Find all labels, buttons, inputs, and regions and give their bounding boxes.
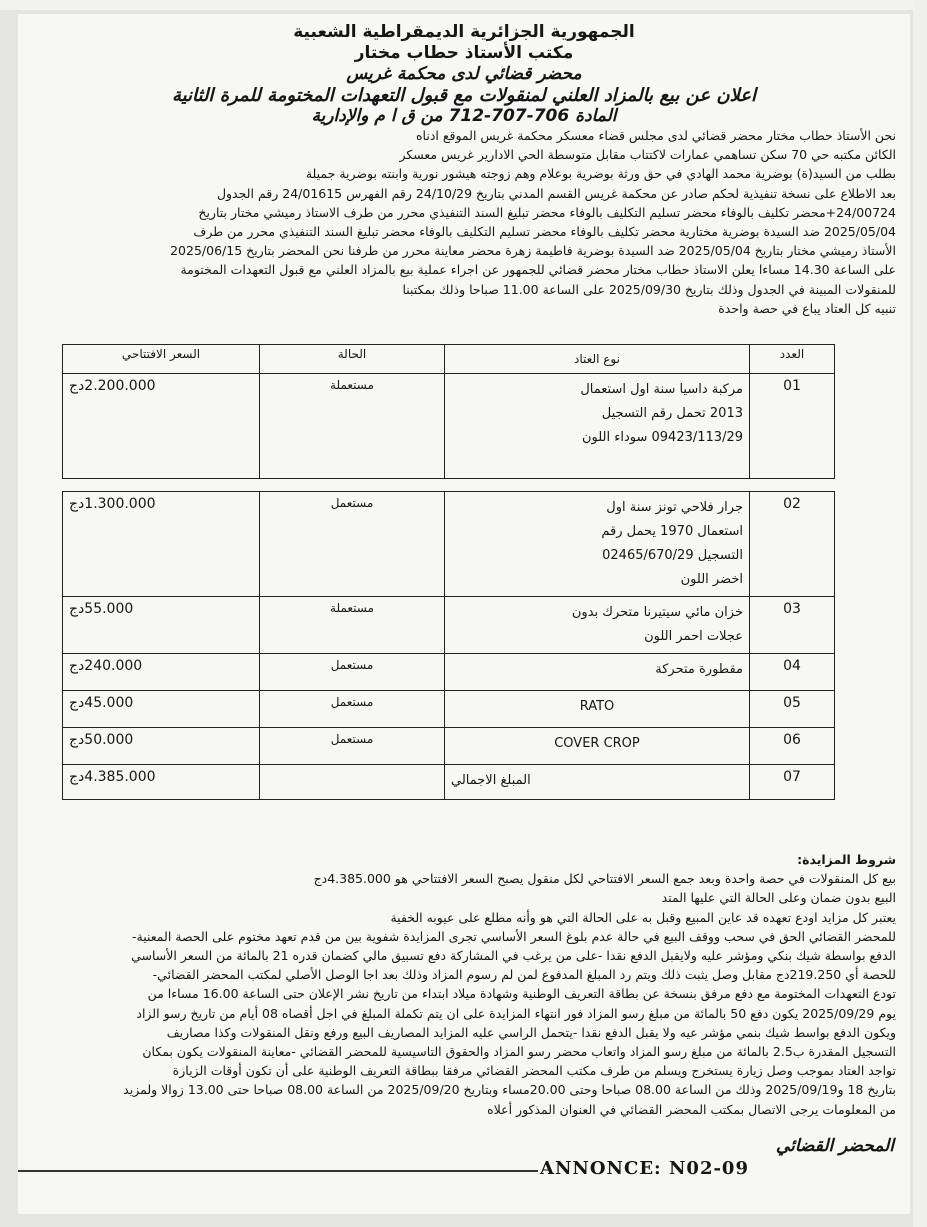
col-state-header: الحالة xyxy=(260,345,445,374)
item-type-line: RATO xyxy=(579,699,615,714)
item-type xyxy=(445,597,750,654)
total-number: 07 xyxy=(750,765,835,800)
condition-line: تودع التعهدات المختومة مع دفع مرفق بنسخة عن بطاقة التعريف الوطنية وشهادة ميلاد ابتداء من تاريخ نشر الإعلان حتى الساعة 16.00 مساءا من xyxy=(147,986,896,1002)
item-type-line: 2013 تحمل رقم التسجيل xyxy=(601,406,743,421)
item-number: 03 xyxy=(750,597,835,654)
item-number: 02 xyxy=(750,492,835,597)
condition-line: الدفع بواسطة شيك بنكي ومؤشر عليه ولايقبل الدفع نقدا -على من يرغب في المشاركة دفع تسبيق مالي كضمان قدره 21 بالمائة من السعر الأساسي xyxy=(131,948,896,964)
item-type xyxy=(445,374,750,479)
total-label: المبلغ الاجمالي xyxy=(445,765,750,800)
item-type xyxy=(445,492,750,597)
condition-line: يوم 2025/09/29 يكون دفع 50 بالمائة من مبلغ رسو المزاد فور انتهاء المزايدة على ان يتم تكملة المبلغ في اجل أقصاه 08 أيام من تاريخ رسو الزاد xyxy=(136,1005,896,1021)
total-price: 4.385.000دج xyxy=(63,765,260,800)
table-row xyxy=(63,691,835,728)
item-number: 06 xyxy=(750,728,835,765)
intro-line: الكائن مكتبه حي 70 سكن تساهمي عمارات لاكتتاب مقابل متوسطة الحي الادارير غريس معسكر xyxy=(399,147,896,163)
item-type-line: خزان مائي سيتيرنا متحرك بدون xyxy=(571,605,743,620)
item-price: 45.000دج xyxy=(63,691,260,728)
condition-line: بتاريخ 18 و2025/09/19 وذلك من الساعة 08.00 صباحا وحتى 20.00مساء وبتاريخ 2025/09/20 من الساعة 08.00 صباحا حتى 13.00 زوالا ولمزيد xyxy=(123,1082,896,1098)
document-header xyxy=(18,22,910,127)
intro-line: بعد الاطلاع على نسخة تنفيذية لحكم صادر عن محكمة غريس القسم المدني بتاريخ 24/10/29 رقم الفهرس 24/01615 رقم الجدول xyxy=(216,185,896,201)
item-price: 55.000دج xyxy=(63,597,260,654)
intro-line: 24/00724+محضر تكليف بالوفاء محضر تسليم التكليف بالوفاء محضر تبليغ السند التنفيذي محرر من طرف الاستاذ رميشي مختار بتاريخ xyxy=(198,204,896,220)
document-page xyxy=(18,14,910,1214)
item-price: 2.200.000دج xyxy=(63,374,260,479)
item-number: 01 xyxy=(750,374,835,479)
intro-paragraph xyxy=(34,126,896,318)
item-type-line: COVER CROP xyxy=(554,736,640,751)
item-type xyxy=(445,654,750,691)
header-office: مكتب الأستاذ حطاب مختار xyxy=(354,43,574,63)
header-title: اعلان عن بيع بالمزاد العلني لمنقولات مع قبول التعهدات المختومة للمرة الثانية xyxy=(171,85,757,106)
item-number: 04 xyxy=(750,654,835,691)
header-republic: الجمهورية الجزائرية الديمقراطية الشعبية xyxy=(293,22,635,42)
item-state: مستعملة xyxy=(260,374,445,479)
item-type-line: اخضر اللون xyxy=(680,572,743,587)
item-price: 240.000دج xyxy=(63,654,260,691)
condition-line: تواجد العتاد بموجب وصل زيارة يستخرج ويسلم من طرف مكتب المحضر القضائي مرفقا ببطاقة التعريف الوطنية على أن تكون أوقات الزيارة xyxy=(172,1063,896,1079)
signature: المحضر القضائي xyxy=(775,1136,894,1156)
table-row xyxy=(63,492,835,597)
intro-line: بطلب من السيد(ة) بوضرية محمد الهادي في حق ورثة بوضرية بوعلام وهم زوجته هيشور نورية وابنته بوضرية جميلة xyxy=(305,166,896,182)
table-row xyxy=(63,728,835,765)
condition-line: من المعلومات يرجى الاتصال بمكتب المحضر القضائي في العنوان المذكور أعلاه xyxy=(487,1101,896,1117)
items-table-top xyxy=(62,344,835,479)
intro-line: 2025/05/04 ضد السيدة بوضرية مختارية محضر تكليف بالوفاء محضر تسليم التكليف بالوفاء محضر تبليغ السند التنفيذي محرر من طرف xyxy=(193,224,896,240)
table-header-row xyxy=(63,345,835,374)
table-row xyxy=(63,597,835,654)
header-bailiff: محضر قضائي لدى محكمة غريس xyxy=(346,64,582,84)
item-price: 1.300.000دج xyxy=(63,492,260,597)
item-type-line: 09423/113/29 سوداء اللون xyxy=(581,430,743,445)
header-articles: المادة 706-707-712 من ق ا م والإدارية xyxy=(311,106,617,126)
item-state: مستعمل xyxy=(260,728,445,765)
divider xyxy=(18,1170,538,1172)
item-type-line: مقطورة متحركة xyxy=(655,662,743,677)
item-type xyxy=(445,728,750,765)
condition-line: للحصة أي 219.250دج مقابل وصل يثبت ذلك ويتم رد المبلغ المدفوع لمن لم رسوم المزاد وذلك بعد اجا الوصل الأصلي لمكتب المحضر القضائي- xyxy=(152,967,896,983)
item-type-line: استعمال 1970 يحمل رقم xyxy=(601,524,743,539)
intro-line: تنبيه كل العتاد يباع في حصة واحدة xyxy=(718,300,896,316)
condition-line: التسجيل المقدرة ب2.5 بالمائة من مبلغ رسو المزاد واتعاب محضر رسو المزاد والحقوق التاسيسية للمحضر القضائي -معاينة المنقولات يكون بمكان xyxy=(142,1044,896,1060)
announce-number: ANNONCE: N02-09 xyxy=(540,1158,749,1179)
col-number-header: العدد xyxy=(750,345,835,374)
item-number: 05 xyxy=(750,691,835,728)
scan-edge-right xyxy=(913,0,927,1227)
condition-line: يعتبر كل مزايد اودع تعهده قد عاين المبيع وقبل به على الحالة التي هو وأنه مطلع على عيوبه الخفية xyxy=(390,909,896,925)
item-type-line: مركبة داسيا سنة اول استعمال xyxy=(580,382,743,397)
scan-edge xyxy=(0,0,927,10)
col-price-header: السعر الافتتاحي xyxy=(63,345,260,374)
auction-conditions xyxy=(34,850,896,1119)
intro-line: نحن الأستاذ حطاب مختار محضر قضائي لدى مجلس قضاء معسكر محكمة غريس الموقع ادناه xyxy=(416,128,896,143)
intro-line: على الساعة 14.30 مساءا يعلن الاستاذ حطاب مختار محضر قضائي للجمهور عن اجراء عملية بيع بالمزاد العلني مع قبول التعهدات المختومة xyxy=(180,262,896,278)
item-state: مستعملة xyxy=(260,597,445,654)
col-type-header: نوع العتاد xyxy=(445,345,750,374)
condition-line: بيع كل المنقولات في حصة واحدة وبعد جمع السعر الافتتاحي لكل منقول يصبح السعر الافتتاحي هو 4.385.000دج xyxy=(313,871,896,887)
item-type-line: التسجيل 02465/670/29 xyxy=(602,548,743,563)
condition-line: للمحضر القضائي الحق في سحب ووقف البيع في حالة عدم بلوغ السعر الأساسي تجرى المزايدة شفوية بين من قدم تعهد مختوم على الحصة المعنية- xyxy=(132,928,896,944)
item-price: 50.000دج xyxy=(63,728,260,765)
item-state: مستعمل xyxy=(260,654,445,691)
condition-line: ويكون الدفع بواسط شيك بنمي مؤشر عيه ولا يقبل الدفع نقدا -يتحمل الراسي عليه المزايد المصاريف البيع ورفع ونقل المنقولات وكذا مصاريف xyxy=(166,1024,896,1040)
item-type-line: عجلات احمر اللون xyxy=(644,629,743,644)
table-total-row xyxy=(63,765,835,800)
item-type-line: جرار فلاحي تونز سنة اول xyxy=(606,500,743,515)
item-type xyxy=(445,691,750,728)
items-table-bottom xyxy=(62,491,835,800)
total-spacer xyxy=(260,765,445,800)
condition-line: البيع بدون ضمان وعلى الحالة التي عليها المتد xyxy=(661,890,896,906)
conditions-title: شروط المزايدة: xyxy=(797,852,896,867)
table-row xyxy=(63,374,835,479)
item-state: مستعمل xyxy=(260,691,445,728)
item-state: مستعمل xyxy=(260,492,445,597)
table-row xyxy=(63,654,835,691)
intro-line: للمنقولات المبينة في الجدول وذلك بتاريخ 2025/09/30 على الساعة 11.00 صباحا وذلك بمكتبنا xyxy=(402,281,896,297)
intro-line: الأستاذ رميشي مختار بتاريخ 2025/05/04 ضد السيدة بوضرية فاطيمة زهرة محضر معاينة محرر من طرفنا نحن المحضر بتاريخ 2025/06/15 xyxy=(170,243,896,259)
